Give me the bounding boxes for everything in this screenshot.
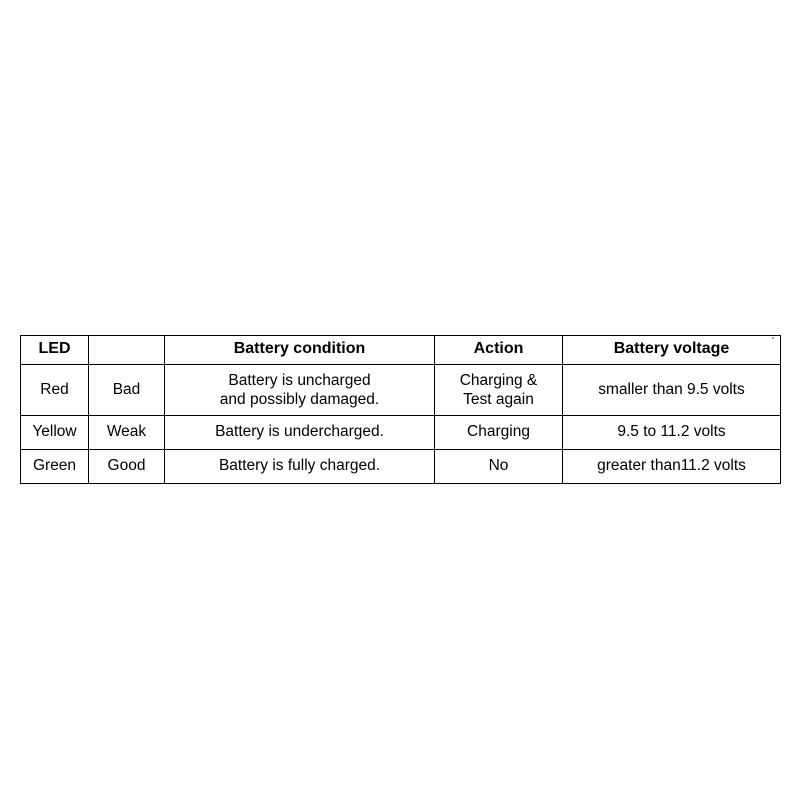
table-row bbox=[21, 415, 781, 449]
cell-state: Weak bbox=[89, 415, 165, 449]
cell-voltage: greater than11.2 volts bbox=[563, 449, 781, 483]
column-header-blank bbox=[89, 336, 165, 365]
cell-condition bbox=[165, 364, 435, 415]
cell-action: No bbox=[435, 449, 563, 483]
cell-action-line-1: Charging & bbox=[459, 371, 538, 389]
stray-mark bbox=[772, 337, 774, 339]
column-header-action: Action bbox=[435, 336, 563, 365]
cell-led: Red bbox=[21, 364, 89, 415]
cell-condition: Battery is undercharged. bbox=[165, 415, 435, 449]
cell-condition: Battery is fully charged. bbox=[165, 449, 435, 483]
table-row bbox=[21, 364, 781, 415]
cell-action bbox=[435, 364, 563, 415]
table-body bbox=[21, 364, 781, 483]
cell-state: Good bbox=[89, 449, 165, 483]
cell-voltage: 9.5 to 11.2 volts bbox=[563, 415, 781, 449]
cell-condition-line-1: Battery is uncharged bbox=[228, 371, 371, 389]
battery-status-table-container bbox=[20, 335, 780, 484]
cell-condition-line-2: and possibly damaged. bbox=[219, 390, 380, 408]
cell-led: Green bbox=[21, 449, 89, 483]
column-header-battery-condition: Battery condition bbox=[165, 336, 435, 365]
table-header bbox=[21, 336, 781, 365]
table-row bbox=[21, 449, 781, 483]
table-header-row bbox=[21, 336, 781, 365]
column-header-battery-voltage: Battery voltage bbox=[563, 336, 781, 365]
cell-action-line-2: Test again bbox=[463, 390, 534, 408]
cell-action: Charging bbox=[435, 415, 563, 449]
column-header-led: LED bbox=[21, 336, 89, 365]
cell-voltage: smaller than 9.5 volts bbox=[563, 364, 781, 415]
cell-led: Yellow bbox=[21, 415, 89, 449]
battery-status-table bbox=[20, 335, 781, 484]
cell-state: Bad bbox=[89, 364, 165, 415]
